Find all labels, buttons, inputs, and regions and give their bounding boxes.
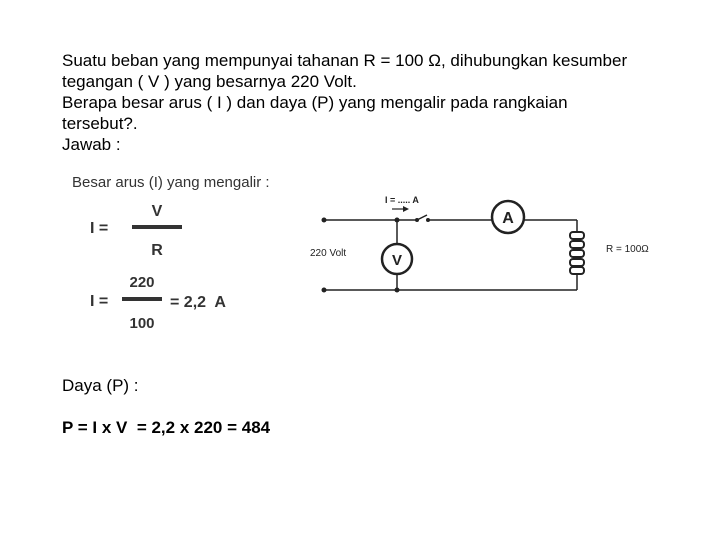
formula1-fraction-bar	[132, 225, 182, 229]
switch-contact-left	[415, 218, 419, 222]
solution-figure	[62, 170, 682, 345]
circuit-diagram	[324, 215, 577, 290]
switch-contact-right	[426, 218, 430, 222]
formula1-lhs: I =	[90, 220, 109, 237]
voltmeter-symbol: V	[391, 252, 403, 269]
terminal-bottom-left	[322, 288, 327, 293]
question-line: tersebut?.	[62, 114, 138, 133]
source-label: 220 Volt	[310, 248, 347, 259]
formula1-denominator: R	[151, 242, 163, 259]
formula2-fraction-bar	[122, 297, 162, 301]
figure-heading: Besar arus (I) yang mengalir :	[72, 174, 270, 191]
formula2-denominator: 100	[129, 315, 155, 332]
terminal-top-left	[322, 218, 327, 223]
junction-bottom	[395, 288, 400, 293]
current-arrow-head	[403, 206, 409, 212]
daya-formula: P = I x V = 2,2 x 220 = 484	[62, 418, 271, 437]
formula2-lhs: I =	[90, 293, 109, 310]
daya-label: Daya (P) :	[62, 376, 139, 395]
formula2-result: = 2,2 A	[170, 294, 226, 311]
question-line: Suatu beban yang mempunyai tahanan R = 100 Ω, dihubungkan kesumber	[62, 51, 628, 70]
question-line: tegangan ( V ) yang besarnya 220 Volt.	[62, 72, 357, 91]
ammeter-symbol: A	[502, 210, 514, 227]
question-line: Berapa besar arus ( I ) dan daya (P) yang mengalir pada rangkaian	[62, 93, 568, 112]
jawab-label: Jawab :	[62, 135, 121, 154]
current-label: I = ..... A	[385, 195, 419, 205]
resistor-icon	[570, 232, 584, 274]
formula1-numerator: V	[151, 203, 163, 220]
junction-top	[395, 218, 400, 223]
resistor-label: R = 100Ω	[606, 244, 649, 255]
question-text	[62, 50, 682, 155]
formula2-numerator: 220	[129, 274, 155, 291]
